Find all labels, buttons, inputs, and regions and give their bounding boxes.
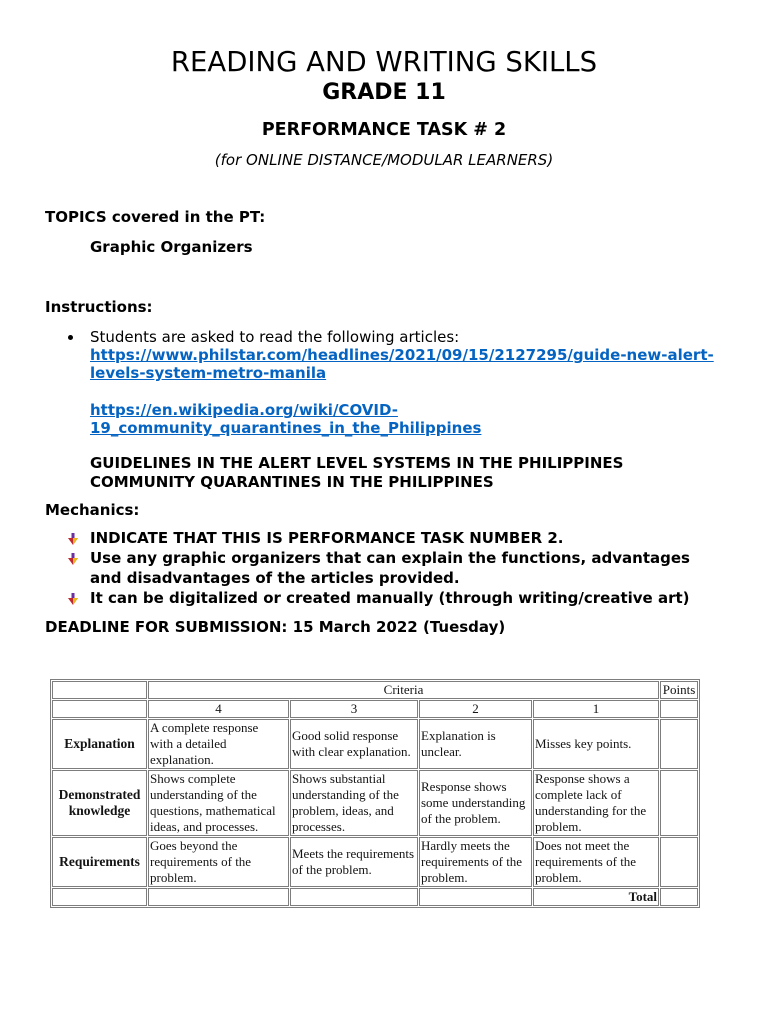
rubric-points-cell (660, 837, 698, 887)
rubric-points-cell (660, 770, 698, 836)
document-title: READING AND WRITING SKILLS (170, 46, 598, 78)
rubric-row-requirements (52, 837, 698, 887)
audience-subtitle: (for ONLINE DISTANCE/MODULAR LEARNERS) (214, 151, 554, 169)
rubric-row-label: Demonstrated knowledge (52, 770, 147, 836)
rubric-cell: Does not meet the requirements of the problem. (533, 837, 659, 887)
rubric-row-label: Requirements (52, 837, 147, 887)
topics-item: Graphic Organizers (90, 238, 253, 256)
rubric-row-label: Explanation (52, 719, 147, 769)
rubric-cell: Response shows a complete lack of understanding for the problem. (533, 770, 659, 836)
article-titles (90, 454, 623, 492)
rubric-cell: Misses key points. (533, 719, 659, 769)
rubric-cell: Goes beyond the requirements of the problem. (148, 837, 289, 887)
rubric-cell: Response shows some understanding of the problem. (419, 770, 532, 836)
rubric-points-cell (660, 719, 698, 769)
rubric-criteria-header: Criteria (148, 681, 659, 699)
rubric-cell: Meets the requirements of the problem. (290, 837, 418, 887)
arrow-bullet-icon (68, 553, 78, 565)
link-line[interactable]: https://en.wikipedia.org/wiki/COVID- (90, 401, 398, 419)
article-link-wikipedia[interactable] (90, 401, 481, 437)
link-line[interactable]: levels-system-metro-manila (90, 364, 327, 382)
rubric-corner-cell (52, 681, 147, 699)
rubric-cell: Shows complete understanding of the questions, mathematical ideas, and processes. (148, 770, 289, 836)
rubric-row-explanation (52, 719, 698, 769)
article-title: GUIDELINES IN THE ALERT LEVEL SYSTEMS IN THE PHILIPPINES (90, 454, 624, 472)
article-link-philstar[interactable] (90, 346, 714, 382)
rubric-total-label: Total (533, 888, 659, 906)
instructions-intro: Students are asked to read the following articles: (90, 328, 460, 346)
arrow-bullet-icon (68, 593, 78, 605)
mechanics-item: Use any graphic organizers that can explain the functions, advantages and disadvantages of the articles provided. (90, 549, 690, 587)
arrow-bullet-icon (68, 533, 78, 545)
rubric-empty-cell (148, 888, 289, 906)
mechanics-item: INDICATE THAT THIS IS PERFORMANCE TASK NUMBER 2. (90, 529, 564, 547)
rubric-row-knowledge (52, 770, 698, 836)
task-heading: PERFORMANCE TASK # 2 (261, 120, 507, 140)
rubric-points-cell (660, 700, 698, 718)
rubric-empty-cell (52, 888, 147, 906)
link-line[interactable]: https://www.philstar.com/headlines/2021/09/15/2127295/guide-new-alert- (90, 346, 714, 364)
rubric-points-header: Points (660, 681, 698, 699)
rubric-level-header: 3 (290, 700, 418, 718)
rubric-total-row (52, 888, 698, 906)
rubric-cell: Explanation is unclear. (419, 719, 532, 769)
grade-heading: GRADE 11 (322, 80, 446, 105)
rubric-empty-cell (419, 888, 532, 906)
rubric-cell: Hardly meets the requirements of the problem. (419, 837, 532, 887)
article-title: COMMUNITY QUARANTINES IN THE PHILIPPINES (90, 473, 494, 491)
topics-heading: TOPICS covered in the PT: (45, 208, 266, 226)
instructions-heading: Instructions: (45, 298, 153, 316)
rubric-cell: A complete response with a detailed explanation. (148, 719, 289, 769)
mechanics-heading: Mechanics: (45, 501, 140, 519)
rubric-total-points-cell (660, 888, 698, 906)
rubric-empty-cell (290, 888, 418, 906)
bullet-dot-icon (68, 335, 73, 340)
rubric-cell: Good solid response with clear explanation. (290, 719, 418, 769)
rubric-level-header: 1 (533, 700, 659, 718)
rubric-header-row (52, 681, 698, 699)
rubric-table (50, 679, 700, 908)
rubric-levels-row (52, 700, 698, 718)
deadline-text: DEADLINE FOR SUBMISSION: 15 March 2022 (Tuesday) (45, 618, 506, 636)
rubric-cell: Shows substantial understanding of the problem, ideas, and processes. (290, 770, 418, 836)
link-line[interactable]: 19_community_quarantines_in_the_Philippines (90, 419, 482, 437)
rubric-empty-cell (52, 700, 147, 718)
rubric-level-header: 2 (419, 700, 532, 718)
rubric-level-header: 4 (148, 700, 289, 718)
mechanics-item: It can be digitalized or created manually (through writing/creative art) (90, 589, 690, 607)
